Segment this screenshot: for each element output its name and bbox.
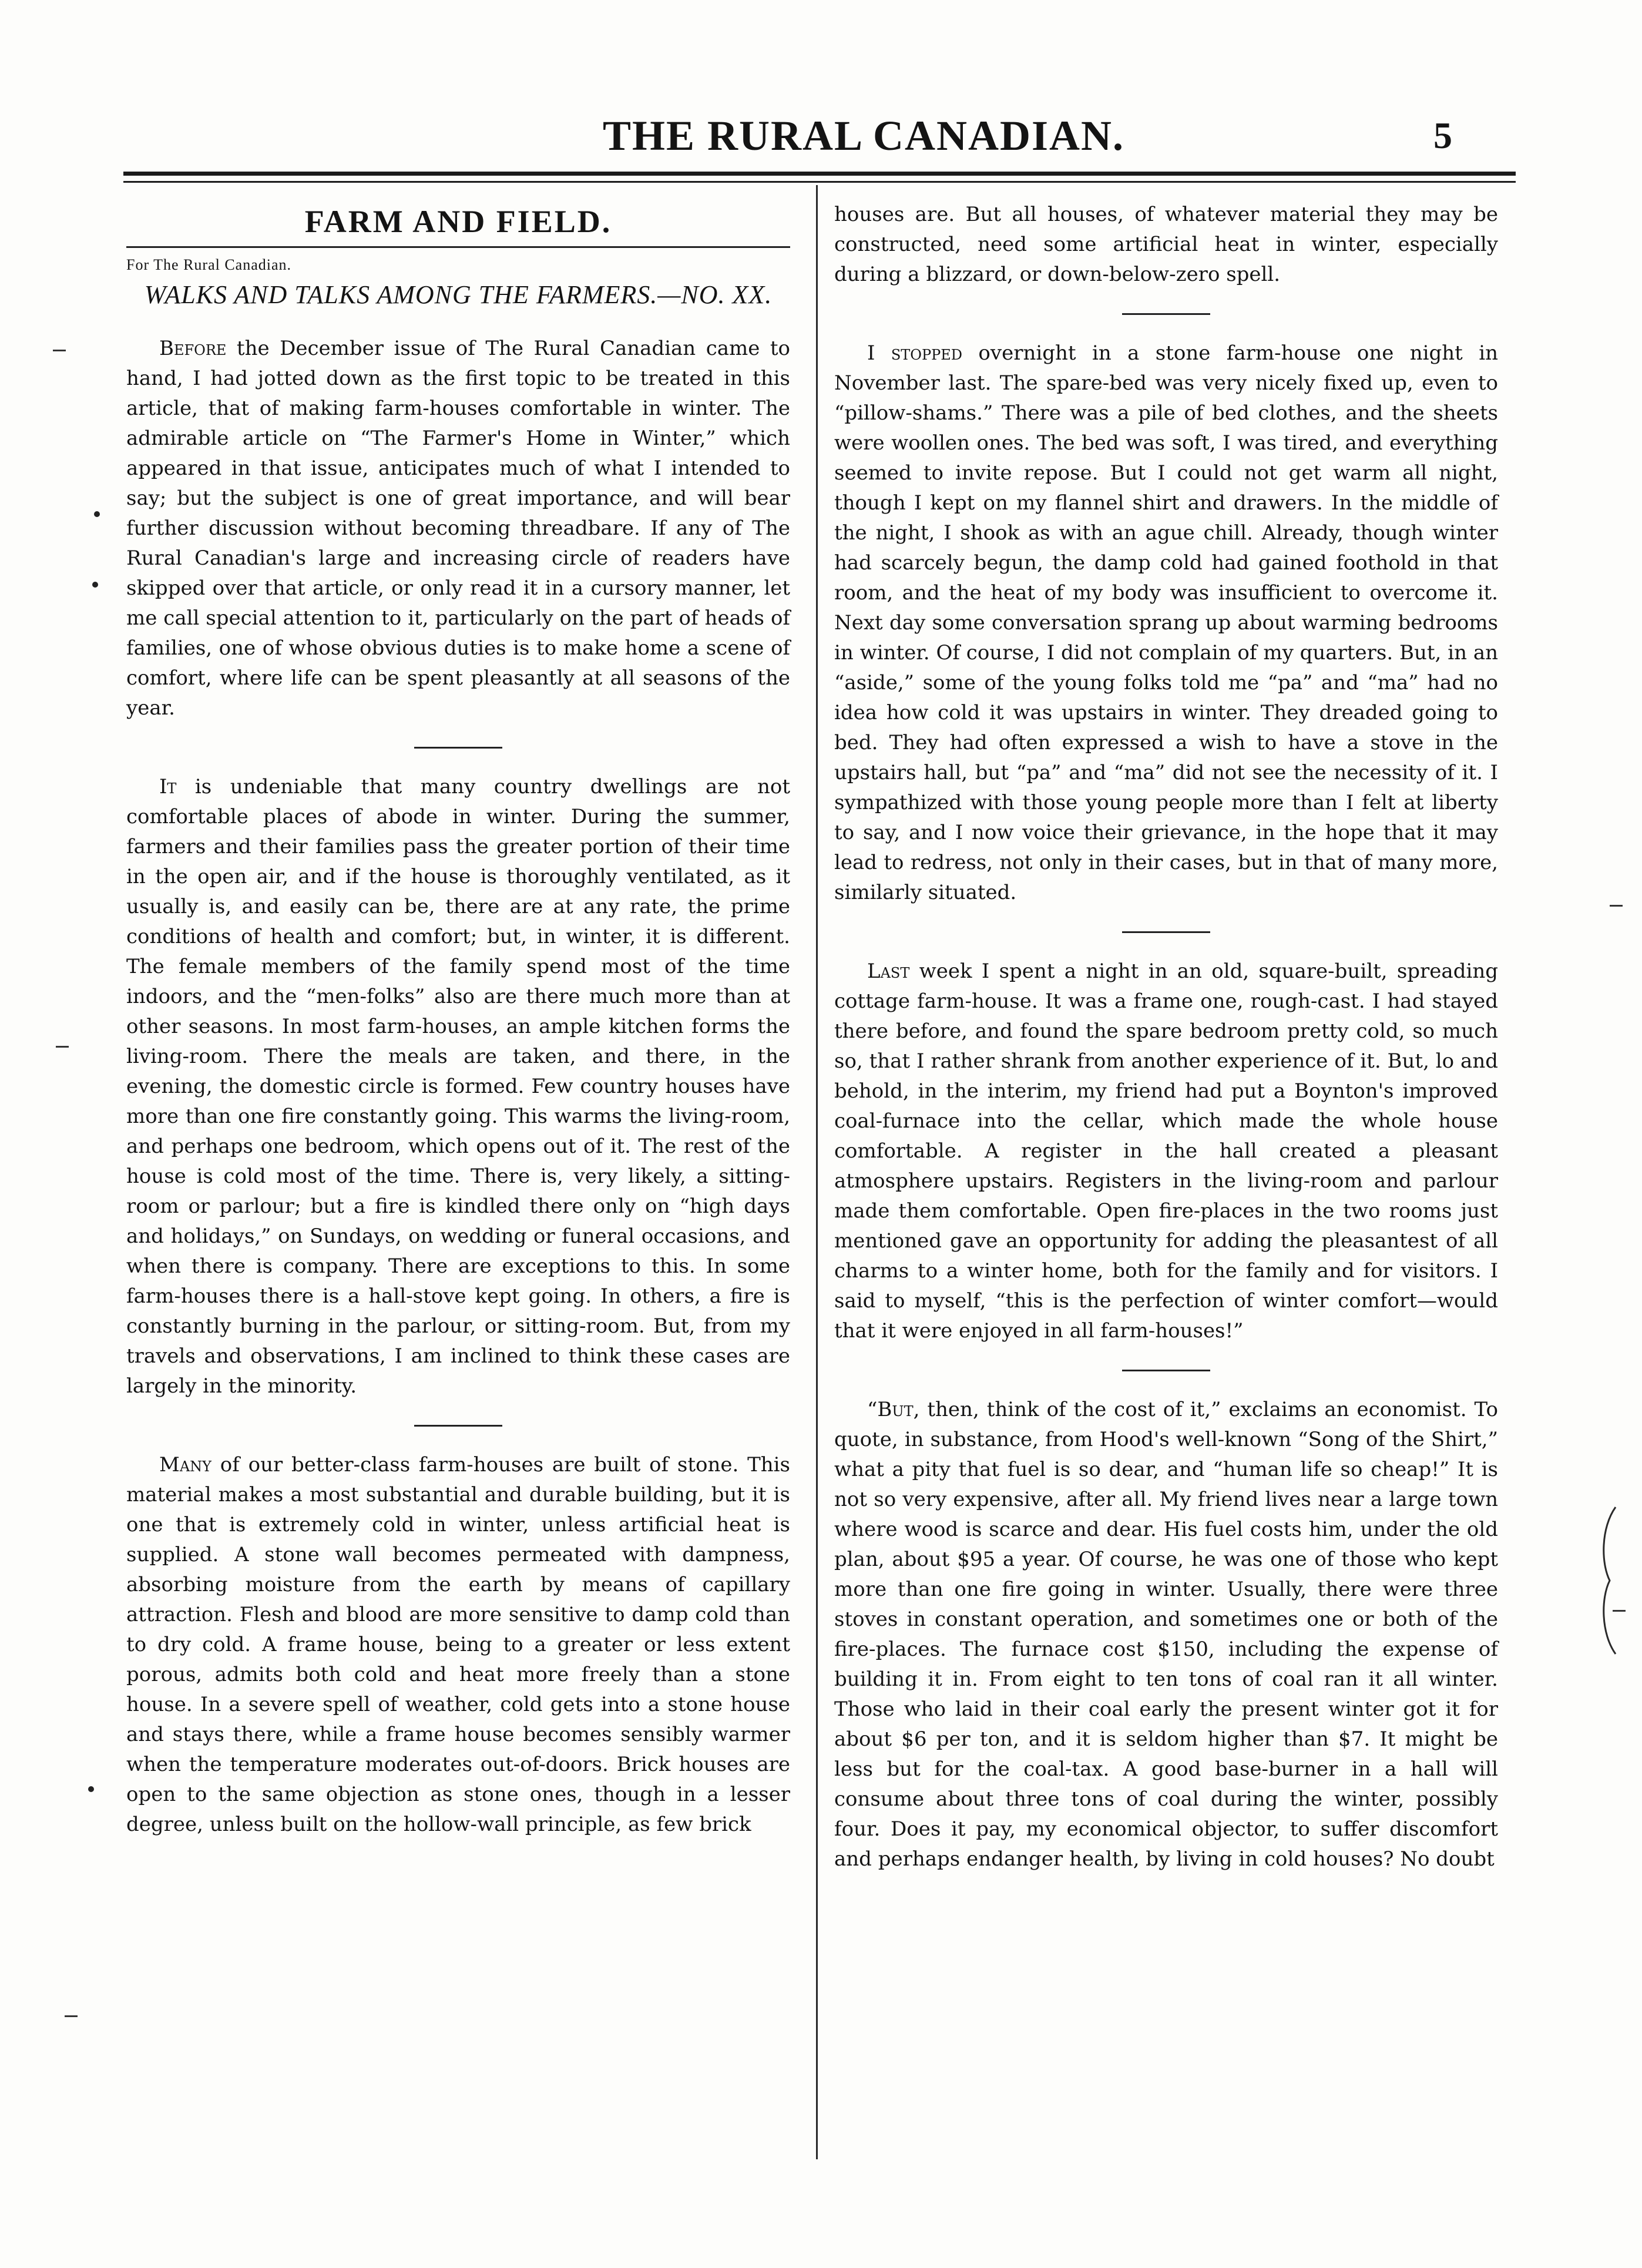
paragraph-lead: “But, [867, 1398, 920, 1421]
paragraph-text: then, think of the cost of it,” exclaims an economist. To quote, in substance, from Hood's well-known “Song of the Shirt,” what a pity that fuel is so dear, and “human life so cheap!” It is not so very expensive, after all. My friend lives near a large town where wood is scarce and dear. His fuel costs him, under the old plan, about $95 a year. Of course, he was one of those who kept more than one fire going in winter. Usually, there were three stoves in constant operation, and sometimes one or both of the fire-places. The furnace cost $150, including the expense of building it in. From eight to ten tons of coal ran it all winter. Those who laid in their coal early the present winter got it for about $6 per ton, and it is seldom higher than $7. It might be less but for the coal-tax. A good base-burner in a hall will consume about three tons of coal during the winter, possibly four. Does it pay, my economical objector, to suffer discomfort and perhaps endanger health, by living in cold houses? No doubt [834, 1398, 1498, 1871]
article-paragraph [834, 200, 1498, 290]
paragraph-text: houses are. But all houses, of whatever material they may be constructed, need some artificial heat in winter, especially during a blizzard, or down-below-zero spell. [834, 203, 1498, 286]
article-paragraph [126, 334, 790, 723]
running-head [0, 106, 1642, 170]
margin-dot-mark [88, 1786, 94, 1792]
paragraph-lead: Before [159, 337, 227, 360]
article-paragraph [834, 1395, 1498, 1874]
section-separator [414, 1425, 502, 1427]
article-paragraph [126, 772, 790, 1401]
margin-dash-mark [65, 2015, 78, 2017]
section-separator [1122, 1370, 1210, 1371]
paragraph-text: is undeniable that many country dwellings are not comfortable places of abode in winter. During the summer, farmers and their families pass the greater portion of their time in the open air, and if the house is thoroughly ventilated, as it usually is, and easily can be, there are at any rate, the prime conditions of health and comfort; but, in winter, it is different. The female members of the family spend most of the time indoors, and the “men-folks” also are there much more than at other seasons. In most farm-houses, an ample kitchen forms the living-room. There the meals are taken, and there, in the evening, the domestic circle is formed. Few country houses have more than one fire constantly going. This warms the living-room, and perhaps one bedroom, which opens out of it. The rest of the house is cold most of the time. There is, very likely, a sitting-room or parlour; but a fire is kindled there only on “high days and holidays,” on Sundays, on wedding or funeral occasions, and when there is company. There are exceptions to this. In some farm-houses there is a hall-stove kept going. In others, a fire is constantly burning in the parlour, or sitting-room. But, from my travels and observations, I am inclined to think these cases are largely in the minority. [126, 775, 790, 1398]
article-title: WALKS AND TALKS AMONG THE FARMERS.—NO. XX. [144, 280, 773, 309]
section-separator [1122, 313, 1210, 315]
byline: For The Rural Canadian. [126, 256, 292, 273]
article-paragraph [126, 1450, 790, 1840]
paragraph-text: week I spent a night in an old, square-built, spreading cottage farm-house. It was a frame one, rough-cast. I had stayed there before, and found the spare bedroom pretty cold, so much so, that I rather shrank from another experience of it. But, lo and behold, in the interim, my friend had put a Boynton's improved coal-furnace into the cellar, which made the whole house comfortable. A register in the hall created a pleasant atmosphere upstairs. Registers in the living-room and parlour made them comfortable. Open fire-places in the two rooms just mentioned gave an opportunity for adding the pleasantest of all charms to a winter home, both for the family and for visitors. I said to myself, “this is the perfection of winter comfort—would that it were enjoyed in all farm-houses!” [834, 959, 1498, 1343]
article-paragraph [834, 957, 1498, 1346]
paragraph-text: of our better-class farm-houses are built of stone. This material makes a most substantial and durable building, but it is one that is extremely cold in winter, unless artificial heat is supplied. A stone wall becomes permeated with dampness, absorbing moisture from the earth by means of capillary attraction. Flesh and blood are more sensitive to damp cold than to dry cold. A frame house, being to a greater or less extent porous, admits both cold and heat more freely than a stone house. In a severe spell of weather, cold gets into a stone house and stays there, while a frame house becomes sensibly warmer when the temperature moderates out-of-doors. Brick houses are open to the same objection as stone ones, though in a lesser degree, unless built on the hollow-wall principle, as few brick [126, 1453, 790, 1836]
section-separator [1122, 931, 1210, 933]
running-title: THE RURAL CANADIAN. [602, 112, 1125, 159]
margin-dot-mark [92, 582, 98, 588]
left-column [126, 200, 790, 1840]
section-title: FARM AND FIELD. [304, 204, 612, 239]
article-paragraph [834, 338, 1498, 908]
paragraph-text: overnight in a stone farm-house one night in November last. The spare-bed was very nicely fixed up, even to “pillow-shams.” There was a pile of bed clothes, and the sheets were woollen ones. The bed was soft, I was tired, and everything seemed to invite repose. But I could not get warm all night, though I kept on my flannel shirt and drawers. In the middle of the night, I shook as with an ague chill. Already, though winter had scarcely begun, the damp cold had gained foothold in that room, and the heat of my body was insufficient to overcome it. Next day some conversation sprang up about warming bedrooms in winter. Of course, I did not complain of my quarters. But, in an “aside,” some of the young folks told me “pa” and “ma” had no idea how cold it was upstairs in winter. They dreaded going to bed. They had often expressed a wish to have a stove in the upstairs hall, but “pa” and “ma” did not see the necessity of it. I sympathized with those young people more than I felt at liberty to say, and I now voice their grievance, in the hope that it may lead to redress, not only in their cases, but in that of many more, similarly situated. [834, 341, 1499, 904]
paragraph-lead: I stopped [867, 341, 963, 365]
column-divider [816, 185, 818, 2159]
right-column [834, 200, 1498, 1874]
header-rule-thick [123, 172, 1516, 176]
paragraph-lead: It [159, 775, 177, 799]
header-rule-thin [123, 181, 1516, 183]
paragraph-lead: Last [867, 959, 910, 983]
paragraph-text: the December issue of The Rural Canadian came to hand, I had jotted down as the first topic to be treated in this article, that of making farm-houses comfortable in winter. The admirable article on “The Farmer's Home in Winter,” which appeared in that issue, anticipates much of what I intended to say; but the subject is one of great importance, and will bear further discussion without becoming threadbare. If any of The Rural Canadian's large and increasing circle of readers have skipped over that article, or only read it in a cursory manner, let me call special attention to it, particularly on the part of heads of families, one of whose obvious duties is to make home a scene of comfort, where life can be spent pleasantly at all seasons of the year. [126, 337, 790, 720]
paragraph-lead: Many [159, 1453, 211, 1477]
margin-dash-mark [53, 350, 66, 351]
page-number: 5 [1433, 115, 1452, 156]
margin-dash-mark [1610, 905, 1623, 907]
section-title-rule [126, 246, 790, 248]
margin-dash-mark [56, 1046, 69, 1048]
margin-dot-mark [94, 511, 100, 517]
margin-bracket-mark [1598, 1504, 1621, 1657]
section-separator [414, 747, 502, 749]
